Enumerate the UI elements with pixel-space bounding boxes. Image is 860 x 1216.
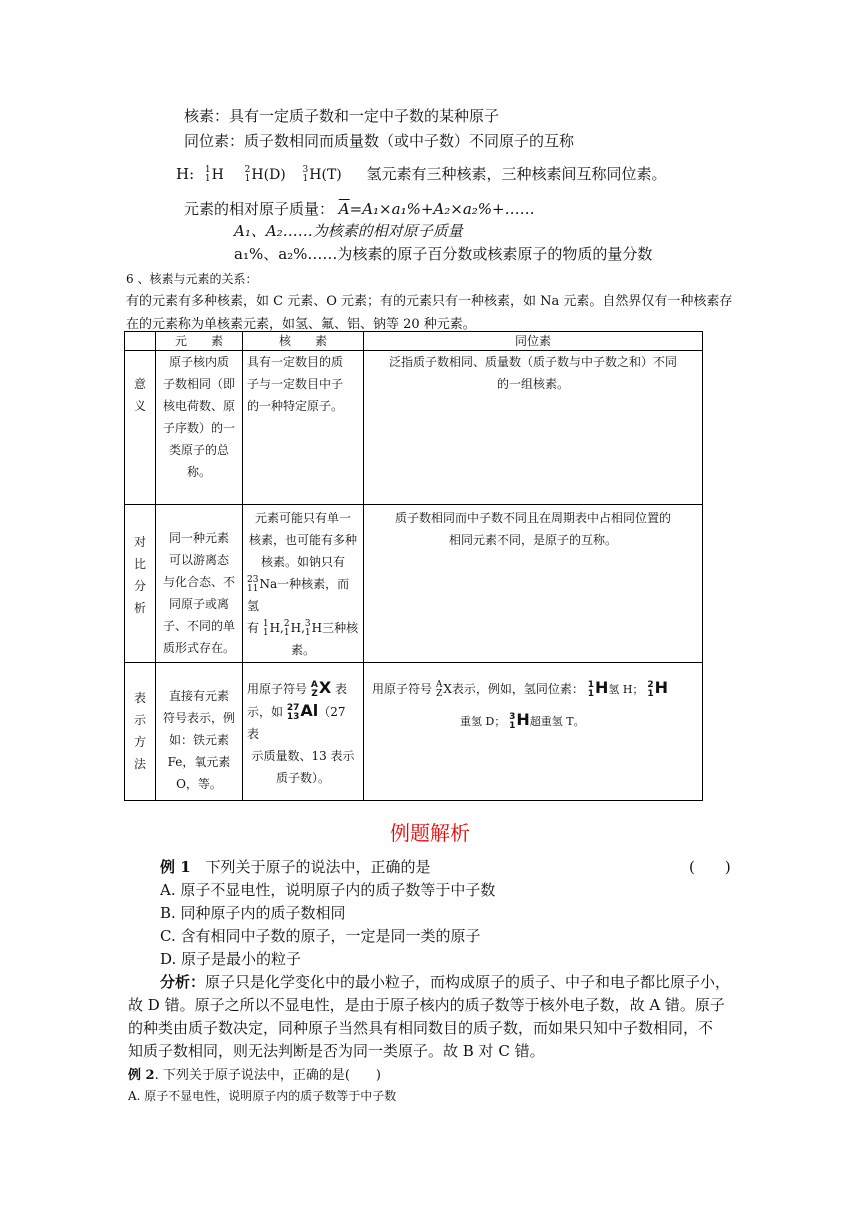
cell-element-comparison: 同一种元素 可以游离态 与化合态、不 同原子或离 子、不同的单 质形式存在。 <box>156 505 243 663</box>
section6-line1: 有的元素有多种核素，如 C 元素、O 元素；有的元素只有一种核素，如 Na 元素。自然界仅有一种核素存 <box>126 294 733 309</box>
deuterium-symbol: 2 1 H <box>647 678 668 699</box>
analysis-label: 分析： <box>160 973 206 991</box>
example2-label: 例 2 <box>128 1068 155 1083</box>
azx-small-symbol: A Z X <box>435 679 452 699</box>
example2-question-line <box>128 1064 381 1083</box>
example2-question: . 下列关于原子说法中，正确的是( ) <box>154 1068 381 1083</box>
h3-symbol: 3 1 H <box>304 618 323 638</box>
table-header-element: 元 素 <box>156 332 243 351</box>
nuclide-comparison-end: 素。 <box>290 643 315 657</box>
h1-symbol: 1 1 H <box>262 618 281 638</box>
hydrogen-line <box>176 163 667 184</box>
sodium-line: 23 11 Na一种核素，而氢 <box>247 574 350 613</box>
isotope-notation-line-2: 重氢 D； 3 1 H超重氢 T。 <box>460 710 585 731</box>
al27-symbol: 27 13 Al <box>286 701 319 722</box>
cell-nuclide-comparison <box>243 505 364 663</box>
example1-analysis-line3: 的种类由质子数决定，同种原子当然具有相同数目的质子数，而如果只知中子数相同，不 <box>128 1019 714 1037</box>
cell-nuclide-meaning: 具有一定数目的质 子与一定数目中子 的一种特定原子。 <box>243 351 364 505</box>
row-label-comparison: 对 比 分 析 <box>125 505 156 663</box>
h2-symbol: 2 1 H <box>283 618 302 638</box>
comparison-table <box>124 331 703 801</box>
relative-mass-symbol: $\overline{A}$ <box>338 200 350 218</box>
example1-question: 下列关于原子的说法中，正确的是 <box>205 858 431 876</box>
hydrogen-protium: 1 1 H <box>204 165 224 184</box>
hydrogen-isotopes-line: 有 1 1 H, 2 1 H, 3 1 H三种核 <box>247 618 359 638</box>
table-header-isotope: 同位素 <box>364 332 703 351</box>
isotope-notation-line-1: 用原子符号 A Z X表示，例如，氢同位素： 1 1 H氢 H； 2 1 H <box>372 678 668 699</box>
table-header-nuclide: 核 素 <box>243 332 364 351</box>
table-header-corner <box>125 332 156 351</box>
cell-element-meaning: 原子核内质 子数相同（即 核电荷数、原 子序数）的一 类原子的总 称。 <box>156 351 243 505</box>
table-row-meaning <box>125 351 703 505</box>
hydrogen-tritium: 3 1 H(T) <box>302 165 342 184</box>
notation-line-4: 质子数）。 <box>275 771 330 785</box>
example1-analysis-line2: 故 D 错。原子之所以不显电性，是由于原子核内的质子数等于核外电子数，故 A 错。原子 <box>128 996 725 1014</box>
hydrogen-deuterium: 2 1 H(D) <box>244 165 286 184</box>
row-label-notation: 表 示 方 法 <box>125 663 156 801</box>
notation-line-2: 示，如 27 13 Al（27 表 <box>247 701 346 741</box>
cell-isotope-meaning: 泛指质子数相同、质量数（质子数与中子数之和）不同 的一组核素。 <box>364 351 703 505</box>
examples-title: 例题解析 <box>390 821 470 845</box>
example1-option-b: B. 同种原子内的质子数相同 <box>160 904 346 922</box>
relative-mass-formula: =A₁×a₁%+A₂×a₂%+…… <box>349 200 535 218</box>
formula-note-1: A₁、A₂……为核素的相对原子质量 <box>234 222 463 240</box>
sodium-isotope-symbol: 23 11 Na <box>247 574 278 594</box>
relative-mass-line <box>184 198 535 219</box>
table-header-row <box>125 332 703 351</box>
notation-line-1: 用原子符号 A Z X 表 <box>247 678 347 699</box>
section6-line2: 在的元素称为单核素元素，如氢、氟、铝、钠等 20 种元素。 <box>126 317 476 332</box>
hydrogen-note: 氢元素有三种核素，三种核素间互称同位素。 <box>366 165 667 183</box>
example2-option-a: A. 原子不显电性，说明原子内的质子数等于中子数 <box>128 1089 397 1103</box>
example1-label: 例 1 <box>160 858 191 876</box>
notation-line-3: 示质量数、13 表示 <box>251 749 355 763</box>
protium-symbol: 1 1 H <box>587 678 609 699</box>
cell-isotope-comparison: 质子数相同而中子数不同且在周期表中占相同位置的 相同元素不同，是原子的互称。 <box>364 505 703 663</box>
example1-analysis-line4: 知质子数相同，则无法判断是否为同一类原子。故 B 对 C 错。 <box>128 1042 545 1060</box>
example1-option-d: D. 原子是最小的粒子 <box>160 950 302 968</box>
table-row-notation <box>125 663 703 801</box>
cell-nuclide-notation <box>243 663 364 801</box>
example1-option-a: A. 原子不显电性，说明原子内的质子数等于中子数 <box>160 881 496 899</box>
cell-element-notation: 直接有元素 符号表示，例 如：铁元素 Fe，氧元素 O，等。 <box>156 663 243 801</box>
hydrogen-prefix: H: <box>176 165 195 183</box>
relative-mass-label: 元素的相对原子质量： <box>184 200 335 218</box>
azx-symbol: A Z X <box>310 678 332 699</box>
isotope-definition: 同位素：质子数相同而质量数（或中子数）不同原子的互称 <box>184 132 575 150</box>
nuclide-comparison-text: 元素可能只有单一 核素，也可能有多种 核素。如钠只有 <box>248 511 357 569</box>
section6-heading: 6 、核素与元素的关系： <box>126 272 258 286</box>
example1-bracket: ( ) <box>689 858 731 876</box>
nuclide-definition: 核素：具有一定质子数和一定中子数的某种原子 <box>184 107 500 125</box>
cell-isotope-notation <box>364 663 703 801</box>
tritium-symbol: 3 1 H <box>509 710 530 731</box>
row-label-meaning: 意 义 <box>125 351 156 505</box>
example1-analysis-line1: 分析：原子只是化学变化中的最小粒子，而构成原子的质子、中子和电子都比原子小， <box>160 973 731 991</box>
table-row-comparison <box>125 505 703 663</box>
example1-question-line <box>160 856 430 877</box>
example1-option-c: C. 含有相同中子数的原子，一定是同一类的原子 <box>160 927 481 945</box>
formula-note-2: a₁%、a₂%……为核素的原子百分数或核素原子的物质的量分数 <box>234 245 653 263</box>
